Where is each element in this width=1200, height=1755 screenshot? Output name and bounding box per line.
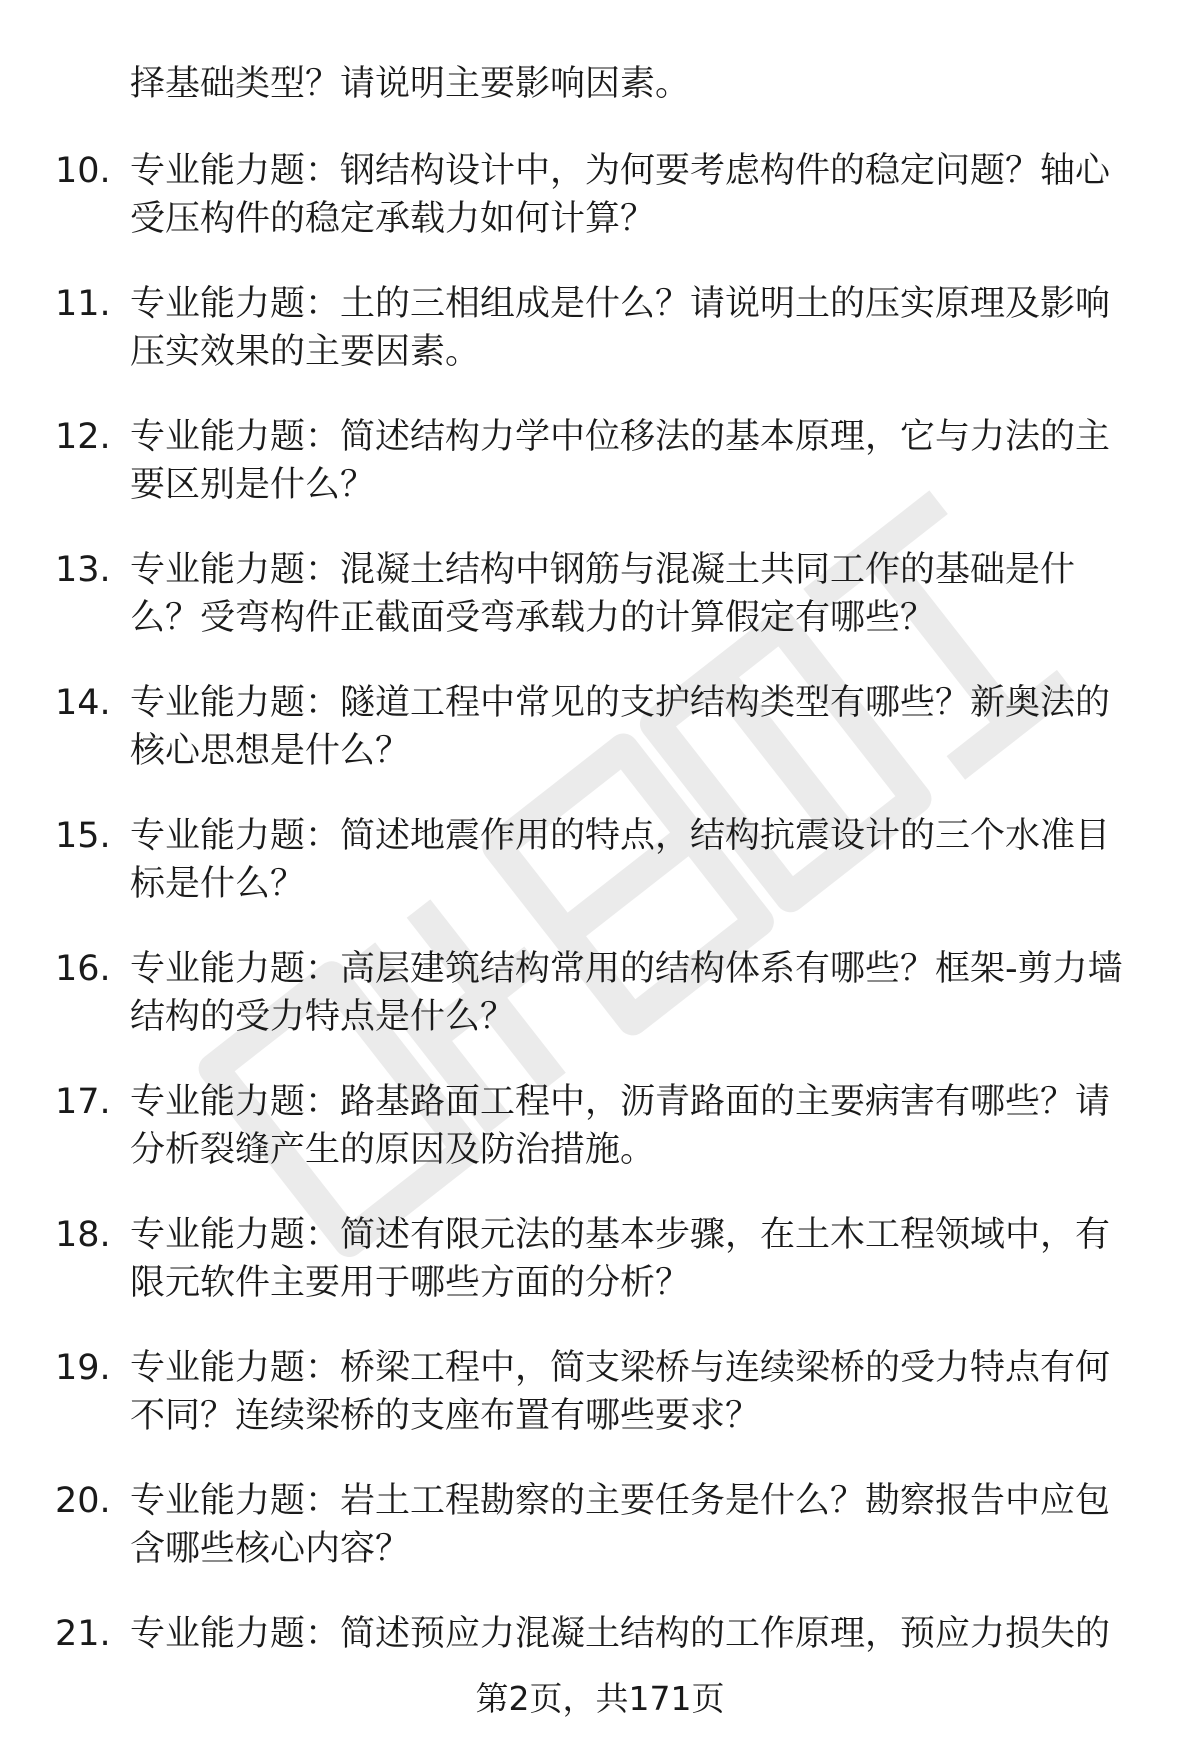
question-text-line: 专业能力题：简述有限元法的基本步骤，在土木工程领域中，有 [130,1215,1111,1255]
question-text-line: 专业能力题：土的三相组成是什么？请说明土的压实原理及影响 [130,284,1111,324]
question-number: 14. [55,683,111,723]
question-text-line: 核心思想是什么？ [130,731,411,771]
question-text [130,1344,1150,1440]
question-item [0,945,1200,1078]
question-number: 12. [55,417,111,457]
question-text [130,1211,1150,1307]
page-number-footer: 第2页，共171页 [475,1679,725,1718]
question-text-line: 专业能力题：简述预应力混凝土结构的工作原理，预应力损失的 [130,1614,1111,1654]
question-text [130,679,1150,775]
question-item [0,812,1200,945]
question-text-line: 压实效果的主要因素。 [130,332,481,372]
question-text [130,1477,1150,1573]
question-text-line: 结构的受力特点是什么？ [130,997,516,1037]
question-item [0,1477,1200,1610]
question-text-line: 受压构件的稳定承载力如何计算？ [130,199,656,239]
question-number: 20. [55,1481,111,1521]
question-text-line: 专业能力题：钢结构设计中，为何要考虑构件的稳定问题？轴心 [130,151,1111,191]
question-text-line: 要区别是什么？ [130,465,376,505]
question-text-line: 含哪些核心内容？ [130,1529,411,1569]
question-text [130,413,1150,509]
question-number: 13. [55,550,111,590]
question-text [130,546,1150,642]
question-text [130,280,1150,376]
question-item [0,1078,1200,1211]
question-text-line: 专业能力题：混凝土结构中钢筋与混凝土共同工作的基础是什 [130,550,1076,590]
question-text-line: 么？受弯构件正截面受弯承载力的计算假定有哪些？ [130,598,936,638]
question-text [130,812,1150,908]
question-text-line: 专业能力题：桥梁工程中，简支梁桥与连续梁桥的受力特点有何 [130,1348,1111,1388]
question-text-line: 专业能力题：简述结构力学中位移法的基本原理，它与力法的主 [130,417,1111,457]
question-text-line: 专业能力题：路基路面工程中，沥青路面的主要病害有哪些？请 [130,1082,1111,1122]
question-number: 19. [55,1348,111,1388]
question-text-line: 专业能力题：岩土工程勘察的主要任务是什么？勘察报告中应包 [130,1481,1111,1521]
question-text [130,1078,1150,1174]
question-item [0,280,1200,413]
question-item [0,546,1200,679]
question-text-line: 限元软件主要用于哪些方面的分析？ [130,1263,691,1303]
question-number: 16. [55,949,111,989]
question-item [0,679,1200,812]
question-text-line: 标是什么？ [130,864,306,904]
question-text-line: 分析裂缝产生的原因及防治措施。 [130,1130,656,1170]
question-text-line: 专业能力题：隧道工程中常见的支护结构类型有哪些？新奥法的 [130,683,1111,723]
question-number: 15. [55,816,111,856]
question-item [0,1211,1200,1344]
question-text [130,147,1150,243]
question-text-line: 专业能力题：高层建筑结构常用的结构体系有哪些？框架-剪力墙 [130,949,1123,989]
question-text [130,1610,1150,1658]
question-text [130,945,1150,1041]
question-text-line: 不同？连续梁桥的支座布置有哪些要求？ [130,1396,761,1436]
question-item [0,1344,1200,1477]
question-item [0,413,1200,546]
continued-question-text: 择基础类型？请说明主要影响因素。 [130,64,691,104]
question-item [0,147,1200,280]
question-number: 18. [55,1215,111,1255]
question-number: 21. [55,1614,111,1654]
question-number: 11. [55,284,111,324]
question-number: 10. [55,151,111,191]
question-number: 17. [55,1082,111,1122]
question-list [0,147,1200,1743]
question-text-line: 专业能力题：简述地震作用的特点，结构抗震设计的三个水准目 [130,816,1111,856]
